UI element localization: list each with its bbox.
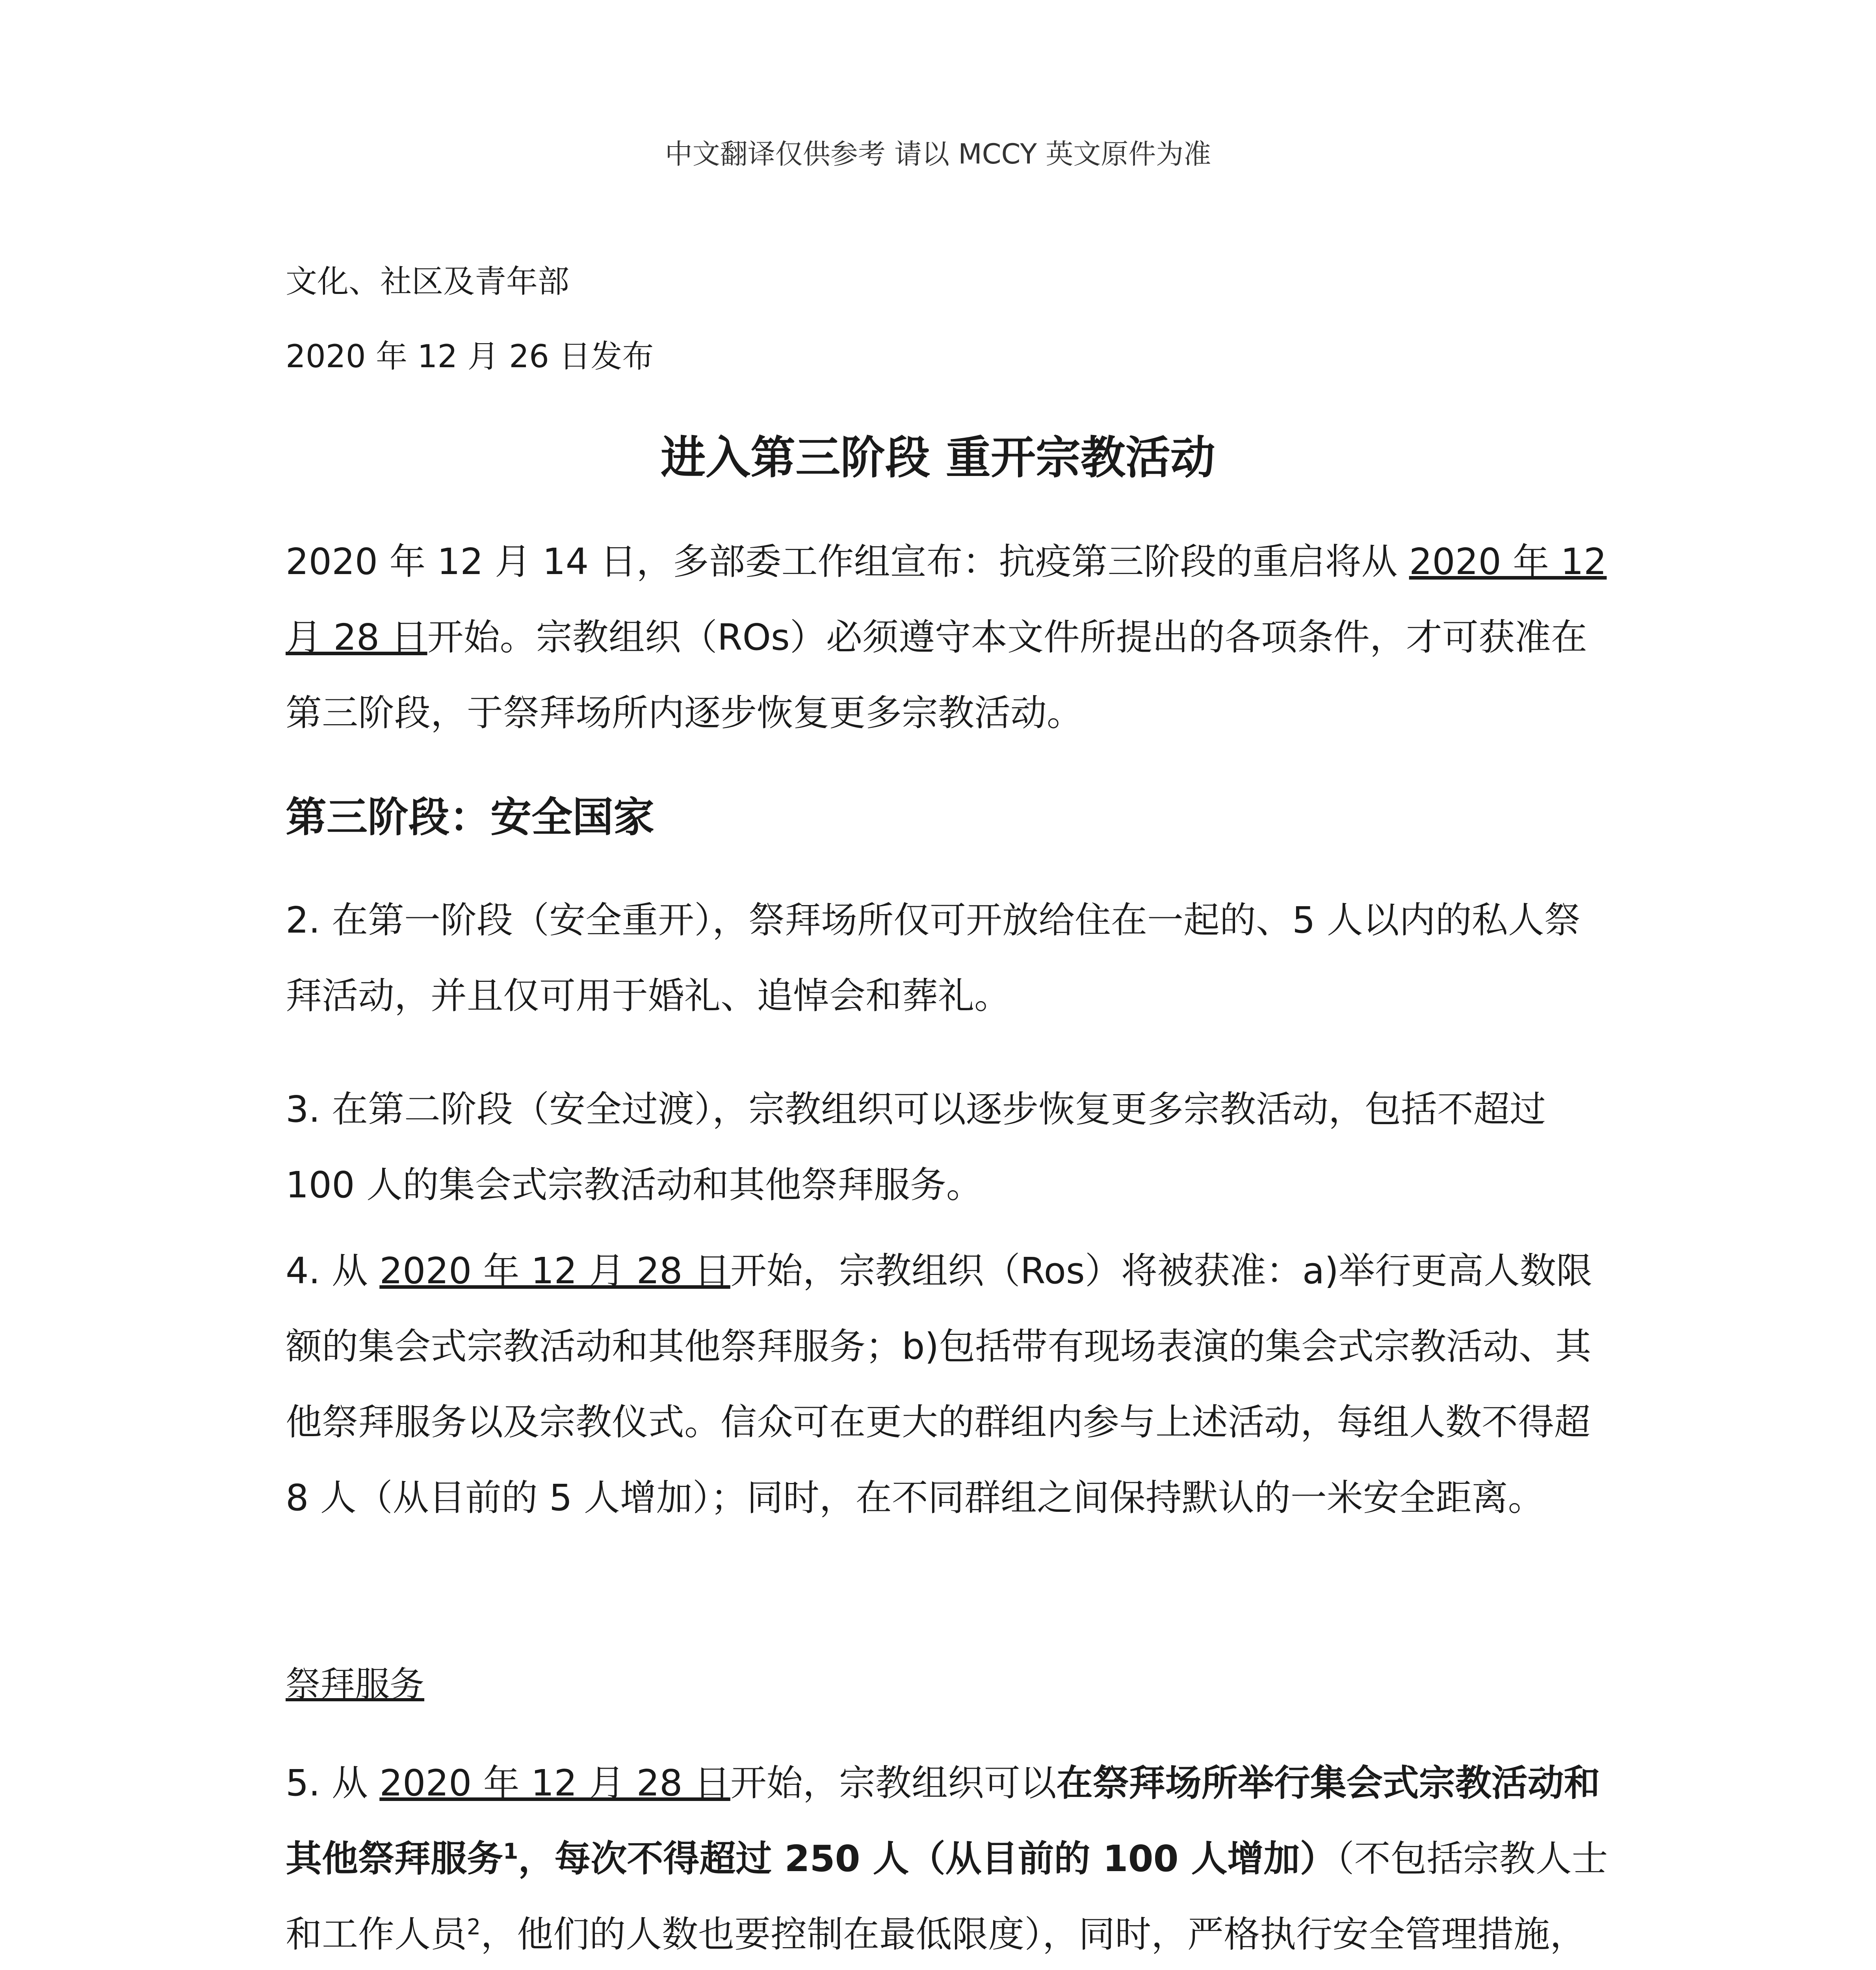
p5-text-4: ，他们的人数也要控制在最低限度），同时，严格执行安全管理措施， [481, 1913, 1586, 1955]
p4-text-2: 开始，宗教组织（Ros）将被获准：a)举行更高人数限额的集会式宗教活动和其他祭拜服务；b)包括带有现场表演的集会式宗教活动、其他祭拜服务以及宗教仪式。信众可在更大的群组内参与上述活动，每组人数不得超 8 人（从目前的 5 人增加）；同时，在不同群组之间保持默认的一米安全距离。 [286, 1250, 1593, 1519]
section-heading: 第三阶段：安全国家 [286, 793, 655, 841]
p5-bold-1: 在祭拜场所举行集会式宗教活动和其他祭拜服务 [286, 1762, 1600, 1880]
p5-text-2: 开始，宗教组织可以 [730, 1762, 1057, 1804]
intro-text-1: 2020 年 12 月 14 日，多部委工作组宣布：抗疫第三阶段的重启将从 [286, 541, 1409, 583]
p5-text-3: （不包括宗教人士和工作人员 [286, 1838, 1608, 1955]
publication-date: 2020 年 12 月 26 日发布 [286, 338, 654, 375]
intro-text-2: 开始。宗教组织（ROs）必须遵守本文件所提出的各项条件，才可获准在第三阶段，于祭拜场所内逐步恢复更多宗教活动。 [286, 616, 1587, 734]
footnote-ref-2[interactable]: 2 [467, 1914, 481, 1940]
p5-text-1: 5. 从 [286, 1762, 380, 1804]
paragraph-5 [286, 1745, 1609, 1970]
intro-date: 2020 年 12 月 28 日 [286, 541, 1607, 658]
translation-note: 中文翻译仅供参考 请以 MCCY 英文原件为准 [665, 138, 1211, 170]
intro-paragraph [286, 524, 1609, 751]
p4-date: 2020 年 12 月 28 日 [379, 1250, 730, 1292]
sub-heading-worship-services: 祭拜服务 [286, 1664, 425, 1704]
ministry-name: 文化、社区及青年部 [286, 263, 569, 300]
p5-date: 2020 年 12 月 28 日 [379, 1762, 730, 1804]
p4-text-1: 4. 从 [286, 1250, 380, 1292]
paragraph-4 [286, 1233, 1609, 1536]
paragraph-2: 2. 在第一阶段（安全重开），祭拜场所仅可开放给住在一起的、5 人以内的私人祭拜活动，并且仅可用于婚礼、追悼会和葬礼。 [286, 899, 1581, 1017]
footnote-ref-1[interactable]: 1 [503, 1839, 518, 1864]
p5-bold-2: ，每次不得超过 250 人（从目前的 100 人增加） [518, 1838, 1336, 1880]
paragraph-3: 3. 在第二阶段（安全过渡），宗教组织可以逐步恢复更多宗教活动，包括不超过 100 人的集会式宗教活动和其他祭拜服务。 [286, 1088, 1546, 1206]
document-title: 进入第三阶段 重开宗教活动 [661, 431, 1215, 484]
